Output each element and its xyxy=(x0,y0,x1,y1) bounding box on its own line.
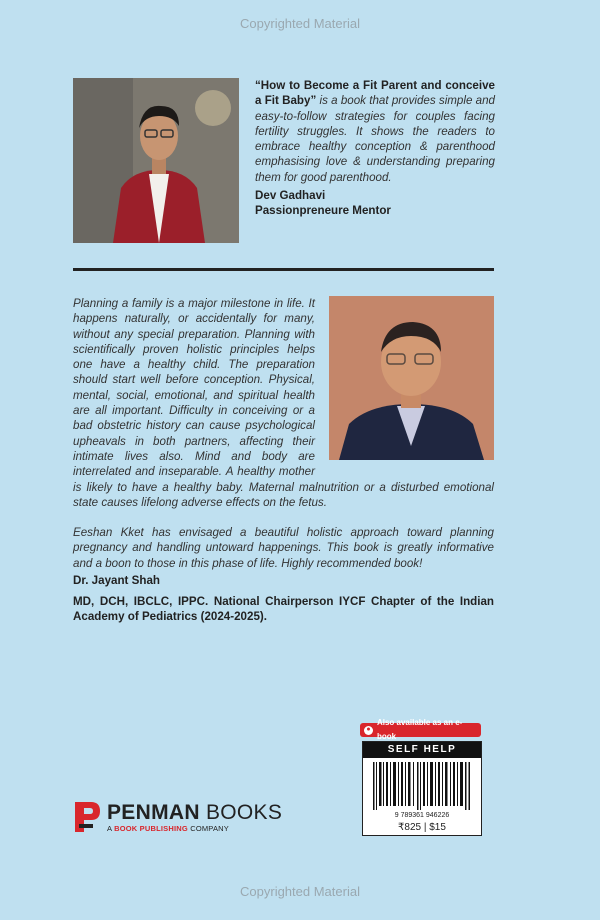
portrait-illustration-1 xyxy=(73,78,239,243)
book-title-quote: “How to Become a Fit Parent and conceive a Fit Baby” xyxy=(255,79,495,108)
testimonial-paragraph-1: Planning a family is a major milestone in life. It happens naturally, or accidentally for many, without any special preparation. Planning with scientifically proven holistic principles helps one have a healthy child. The preparation should start well before conception. Physical, mental, social, emotional, and spiritual health are all important. Difficulty in conceiving or a bad obstetric history can cause psychological upheavals in both partners, affecting their intimate lives also. Mind and body are interrelated and inseparable. A healthy mother is likely to have a healthy baby. Maternal malnutrition or a disturbed emotional state causes lifelong adverse effects on the fetus. xyxy=(73,297,494,509)
publisher-tagline-brand: BOOK PUBLISHING xyxy=(114,823,188,833)
isbn-number: 9 789361 946226 xyxy=(394,812,450,819)
testimonial-author: Dr. Jayant Shah xyxy=(73,574,160,588)
category-label: SELF HELP xyxy=(363,742,481,758)
author-photo-dev-gadhavi xyxy=(73,78,239,243)
portrait-illustration-2 xyxy=(329,296,494,460)
ebook-availability-badge xyxy=(360,718,481,741)
barcode-icon xyxy=(373,762,471,810)
penman-logo-icon xyxy=(73,800,101,834)
section-divider xyxy=(73,268,494,271)
publisher-logo xyxy=(73,800,282,834)
testimonial-author-role: Passionpreneure Mentor xyxy=(255,204,391,218)
publisher-name-light: BOOKS xyxy=(199,800,283,824)
publisher-tagline-pre: A xyxy=(107,823,115,833)
watermark-top: Copyrighted Material xyxy=(240,16,360,31)
testimonial-author-credentials: MD, DCH, IBCLC, IPPC. National Chairperson IYCF Chapter of the Indian Academy of Pediatrics (2024-2025). xyxy=(73,595,494,624)
price-label: ₹825 | $15 xyxy=(398,822,446,833)
ebook-badge-label: Also available as an e-book xyxy=(376,718,463,741)
testimonial-paragraph-2: Eeshan Kket has envisaged a beautiful holistic approach toward planning pregnancy and handling untoward happenings. This book is greatly informative and a boon to those in this phase of life. Highly recommended book! xyxy=(73,526,494,570)
watermark-bottom: Copyrighted Material xyxy=(240,884,360,899)
testimonial-author: Dev Gadhavi xyxy=(255,189,326,203)
ebook-icon: ● xyxy=(364,726,373,735)
testimonial-dev-gadhavi xyxy=(255,78,495,219)
testimonial-text: is a book that provides simple and easy-to-follow strategies for couples facing fertility struggles. It shows the readers to embrace healthy conception & parenthood emphasising love & understanding preparing them for good parenthood. xyxy=(255,94,495,184)
barcode-panel xyxy=(362,741,482,836)
publisher-name-bold: PENMAN xyxy=(107,800,200,824)
author-photo-jayant-shah xyxy=(329,296,494,460)
publisher-tagline-post: COMPANY xyxy=(187,823,229,833)
